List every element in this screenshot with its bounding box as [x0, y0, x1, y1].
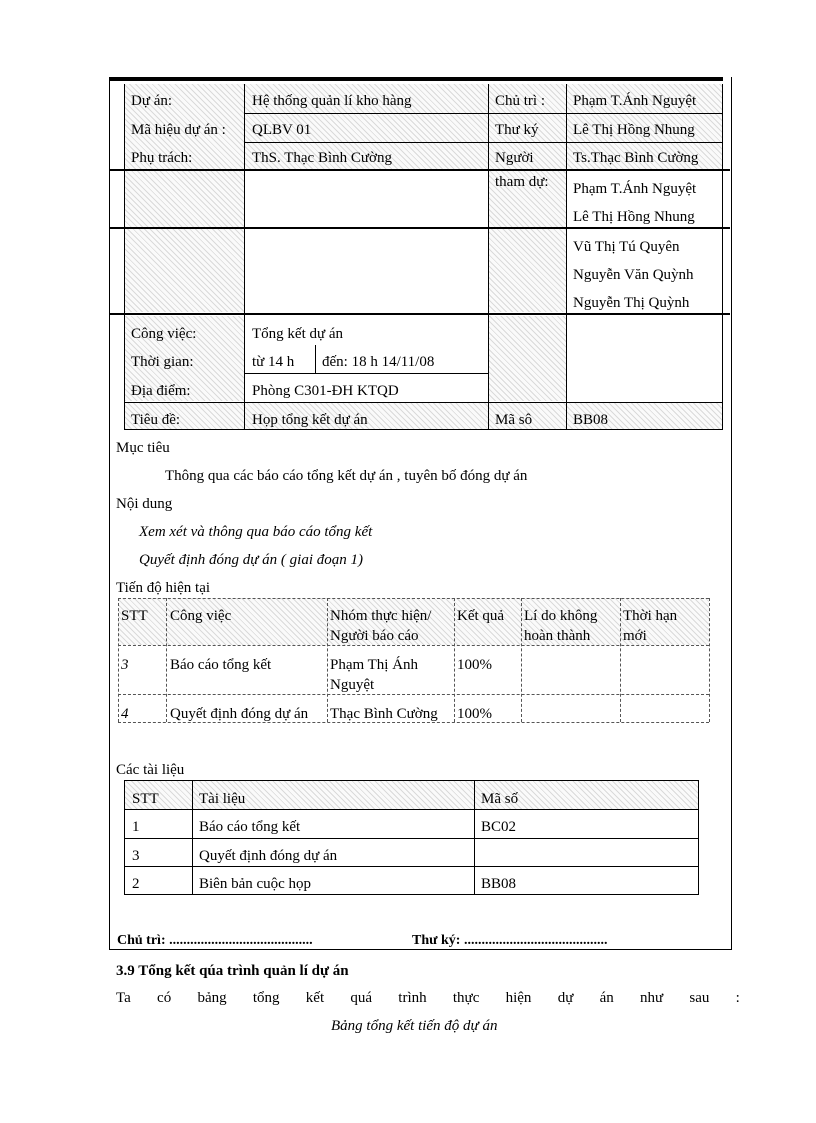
progress-heading: Tiến độ hiện tại: [116, 580, 211, 596]
documents-header-tai-lieu: Tài liệu: [199, 791, 246, 807]
noi-dung-item-2: Quyết định đóng dự án ( giai đoạn 1): [139, 552, 363, 568]
attendee-4: Vũ Thị Tú Quyên: [573, 239, 680, 255]
intro-word: bảng: [197, 990, 227, 1006]
progress-row-1-ket-qua: 100%: [457, 657, 492, 673]
muc-tieu-heading: Mục tiêu: [116, 440, 170, 456]
label-ma-so: Mã sô: [495, 412, 533, 428]
col-label-border: [244, 84, 245, 430]
attendee-2: Phạm T.Ánh Nguyệt: [573, 181, 697, 197]
rule-under-chu-tri: [489, 113, 722, 114]
intro-word: :: [735, 990, 740, 1006]
documents-row-3-ma-so: BB08: [481, 876, 517, 892]
intro-word: như: [640, 990, 664, 1006]
pt-v2: [327, 598, 328, 722]
pt-v5: [620, 598, 621, 722]
col-time-split: [315, 345, 316, 373]
attendee-3: Lê Thị Hồng Nhung: [573, 209, 695, 225]
intro-word: trình: [398, 990, 427, 1006]
rule-header-3: [109, 313, 730, 315]
label-dia-diem: Địa điểm:: [131, 383, 191, 399]
documents-row-3-tai-lieu: Biên bản cuộc họp: [199, 876, 312, 892]
progress-row-2-nguoi-1: Thạc Bình Cường: [330, 706, 438, 722]
value-tu: từ 14 h: [252, 354, 295, 370]
label-thoi-gian: Thời gian:: [131, 354, 194, 370]
pt-v0: [118, 598, 119, 722]
progress-header-cong-viec: Công việc: [170, 608, 232, 624]
dt-h2: [124, 838, 699, 839]
value-thu-ky: Lê Thị Hồng Nhung: [573, 122, 695, 138]
intro-word: dự: [557, 990, 574, 1006]
noi-dung-heading: Nội dung: [116, 496, 173, 512]
section-intro: [116, 989, 740, 1007]
intro-word: thực: [452, 990, 480, 1006]
pt-v6: [709, 598, 710, 722]
rule-under-thu-ky: [489, 142, 722, 143]
noi-dung-item-1: Xem xét và thông qua báo cáo tổng kết: [139, 524, 373, 540]
value-cong-viec: Tổng kết dự án: [252, 326, 344, 342]
value-chu-tri: Phạm T.Ánh Nguyệt: [573, 93, 697, 109]
value-ma-hieu: QLBV 01: [252, 122, 312, 138]
rule-header-1: [109, 169, 730, 171]
dt-v1: [192, 780, 193, 895]
documents-row-1-stt: 1: [132, 819, 140, 835]
signature-chu-tri: Chủ trì: .........................................: [117, 933, 313, 948]
progress-header-li-do-2: hoàn thành: [524, 628, 591, 644]
progress-header-stt: STT: [121, 608, 148, 624]
progress-header-li-do-1: Lí do không: [524, 608, 598, 624]
value-dia-diem: Phòng C301-ĐH KTQD: [252, 383, 399, 399]
value-ma-so: BB08: [573, 412, 609, 428]
attendee-5: Nguyễn Văn Quỳnh: [573, 267, 694, 283]
documents-row-1-tai-lieu: Báo cáo tổng kết: [199, 819, 301, 835]
progress-row-2-ket-qua: 100%: [457, 706, 492, 722]
muc-tieu-text: Thông qua các báo cáo tổng kết dự án , tuyên bố đóng dự án: [165, 468, 528, 484]
label-tham-du: tham dự:: [495, 174, 549, 190]
section-title: 3.9 Tổng kết qúa trình quản lí dự án: [116, 963, 349, 979]
documents-header-stt: STT: [132, 791, 159, 807]
documents-row-2-tai-lieu: Quyết định đóng dự án: [199, 848, 338, 864]
label-ma-hieu: Mã hiệu dự án :: [131, 122, 226, 138]
intro-word: có: [157, 990, 172, 1006]
pt-v4: [521, 598, 522, 722]
shade-left-labels: [125, 84, 244, 312]
documents-row-1-ma-so: BC02: [481, 819, 517, 835]
rule-under-time: [245, 373, 488, 374]
label-cong-viec: Công việc:: [131, 326, 197, 342]
rule-under-values-2: [245, 142, 488, 143]
shade-title-row: [125, 403, 722, 429]
value-tieu-de: Họp tổng kết dự án: [252, 412, 368, 428]
col-right-label-border: [566, 84, 567, 430]
dt-h3: [124, 866, 699, 867]
attendee-6: Nguyễn Thị Quỳnh: [573, 295, 690, 311]
documents-heading: Các tài liệu: [116, 762, 185, 778]
value-phu-trach: ThS. Thạc Bình Cường: [252, 150, 392, 166]
intro-word: án: [599, 990, 614, 1006]
intro-word: Ta: [116, 990, 131, 1006]
intro-word: hiện: [505, 990, 532, 1006]
rule-header-2: [109, 227, 730, 229]
dt-h1: [124, 809, 699, 810]
intro-word: quá: [350, 990, 373, 1006]
documents-row-2-stt: 3: [132, 848, 140, 864]
progress-row-1-cong-viec: Báo cáo tổng kết: [170, 657, 272, 673]
intro-word: sau: [689, 990, 710, 1006]
label-thu-ky: Thư ký: [495, 122, 539, 138]
value-du-an: Hệ thống quản lí kho hàng: [252, 93, 412, 109]
signature-thu-ky: Thư ký: .........................................: [412, 933, 608, 948]
rule-above-title: [125, 402, 722, 403]
rule-under-values: [245, 113, 488, 114]
label-chu-tri: Chủ trì :: [495, 93, 546, 109]
col-right-border: [722, 84, 723, 430]
progress-row-2-cong-viec: Quyết định đóng dự án: [170, 706, 309, 722]
label-du-an: Dự án:: [131, 93, 173, 109]
label-nguoi: Người: [495, 150, 534, 166]
documents-header-ma-so: Mã số: [481, 791, 519, 807]
progress-header-thoi-han-1: Thời hạn: [623, 608, 678, 624]
label-phu-trach: Phụ trách:: [131, 150, 193, 166]
rule-below-title: [125, 429, 722, 430]
progress-header-nhom-1: Nhóm thực hiện/: [330, 608, 432, 624]
pt-v1: [166, 598, 167, 722]
intro-word: kết: [305, 990, 325, 1006]
progress-row-1-nguoi-1: Phạm Thị Ánh: [330, 657, 419, 673]
label-tieu-de: Tiêu đề:: [131, 412, 181, 428]
progress-row-2-stt: 4: [121, 706, 129, 722]
progress-header-thoi-han-2: mới: [623, 628, 647, 644]
documents-row-3-stt: 2: [132, 876, 140, 892]
section-caption: Bảng tổng kết tiến độ dự án: [331, 1018, 498, 1034]
col-left-border: [124, 84, 125, 430]
dt-v2: [474, 780, 475, 895]
attendee-1: Ts.Thạc Bình Cường: [573, 150, 699, 166]
pt-v3: [454, 598, 455, 722]
intro-word: tổng: [252, 990, 280, 1006]
progress-header-ket-qua: Kết quả: [457, 608, 505, 624]
progress-header-nhom-2: Người báo cáo: [330, 628, 419, 644]
value-den: đến: 18 h 14/11/08: [322, 354, 435, 370]
shade-right-labels: [489, 84, 566, 312]
progress-row-1-stt: 3: [121, 657, 129, 673]
top-rule: [109, 77, 723, 81]
progress-row-1-nguoi-2: Nguyệt: [330, 677, 375, 693]
col-value-border: [488, 84, 489, 430]
shade-meeting-right: [489, 316, 566, 401]
